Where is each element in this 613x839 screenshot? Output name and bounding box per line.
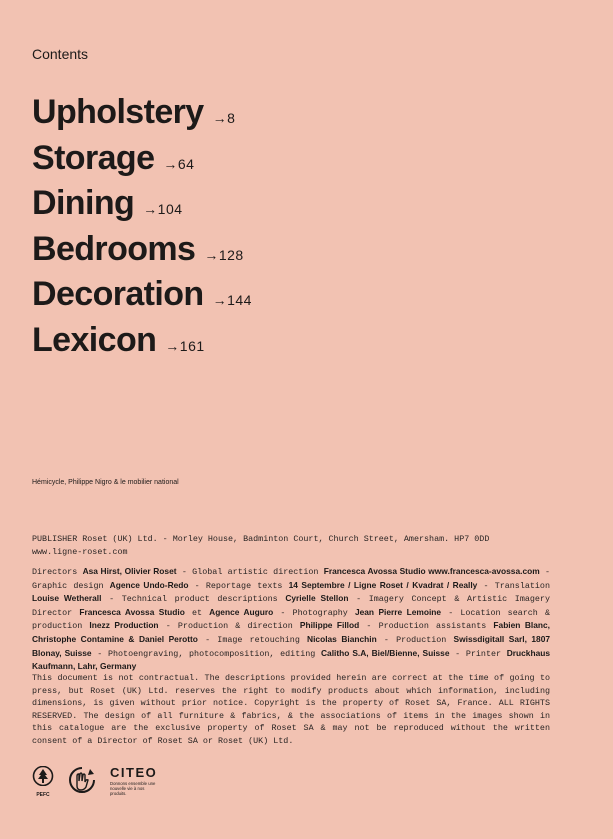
credit-name: Druckhaus Kaufmann, Lahr, Germany [32, 647, 551, 672]
citeo-logo [110, 766, 160, 796]
credit-role: - Photography [273, 607, 348, 618]
credit-role: - Technical product descriptions [101, 594, 278, 605]
credit-role: - Production [376, 634, 447, 645]
credit-name: Asa Hirst, Olivier Roset [82, 566, 177, 576]
credit-name: 14 Septembre / Ligne Roset / Kvadrat / Really [288, 579, 478, 590]
credit-name: Agence Auguro [209, 606, 274, 617]
toc-entry-upholstery[interactable] [32, 90, 252, 136]
credit-role: - Global artistic direction [176, 567, 319, 577]
credit-name: Inezz Production [89, 620, 159, 631]
credit-name: Cyrielle Stellon [285, 593, 349, 604]
credit-name: Fabien Blanc, Christophe Contamine & Daniel Perotto [32, 620, 551, 644]
legal-disclaimer: This document is not contractual. The descriptions provided herein are correct at the time of going to press, but Roset (UK) Ltd. reserves the right to modify products about which information, including dimensions, is given without prior notice. Copyright is the property of Roset SA, France. ALL RIGHTS RESERVED. The design of all furniture & fabrics, & the associations of items in the images shown in this catalogue are the exclusive property of Roset SA & may not be reproduced without the written consent of a Director of Roset SA or Roset (UK) Ltd. [32, 673, 550, 746]
toc-title: Dining [32, 184, 135, 222]
credit-role: - Location search & production [32, 607, 550, 632]
credits-block [32, 565, 550, 674]
credit-role: Directors [32, 567, 78, 577]
credit-name: Nicolas Bianchin [307, 633, 377, 644]
credit-name: Louise Wetherall [32, 593, 102, 604]
credit-role: - Reportage texts [188, 580, 283, 591]
toc-page-number: →64 [163, 155, 195, 172]
toc-title: Bedrooms [32, 229, 196, 268]
credit-role: - Graphic design [32, 567, 551, 591]
toc-page-number: →161 [165, 337, 205, 354]
toc-page-number: →128 [204, 246, 244, 263]
pefc-tree-icon [32, 766, 54, 791]
toc-entry-storage[interactable] [32, 136, 252, 182]
recycling-logo [68, 766, 96, 799]
publisher-website[interactable]: www.ligne-roset.com [32, 546, 128, 557]
table-of-contents [32, 90, 252, 363]
logo-row [32, 766, 160, 799]
toc-page-number: →8 [212, 110, 236, 126]
credit-role: - Translation [477, 580, 550, 591]
credit-role: - Production assistants [359, 621, 487, 632]
credit-role: et [184, 607, 203, 618]
credit-role: - Printer [449, 648, 502, 659]
toc-entry-bedrooms[interactable] [32, 227, 252, 273]
citeo-tagline: Donnons ensemble une nouvelle vie à nos produits. [110, 781, 156, 796]
toc-title: Upholstery [32, 93, 204, 131]
credit-name: Jean Pierre Lemoine [354, 606, 442, 617]
credit-name: Swissdigitall Sarl, 1807 Blonay, Suisse [32, 633, 551, 658]
toc-title: Decoration [32, 275, 204, 313]
toc-page-number: →144 [212, 292, 252, 308]
credit-name: Philippe Fillod [299, 620, 360, 631]
pefc-label: PEFC [36, 792, 50, 798]
credit-name: Agence Undo-Redo [109, 579, 189, 590]
toc-entry-dining[interactable] [32, 181, 252, 227]
toc-page-number: →104 [143, 201, 183, 217]
publisher-address: PUBLISHER Roset (UK) Ltd. - Morley House, Badminton Court, Church Street, Amersham. HP7 0DD [32, 534, 490, 544]
citeo-logo-icon: CITEO [110, 765, 158, 780]
credit-role: - Production & direction [158, 621, 293, 632]
toc-entry-lexicon[interactable] [32, 318, 252, 364]
recycling-hand-icon [68, 766, 96, 799]
credit-name: Francesca Avossa Studio www.francesca-avossa.com [323, 566, 540, 576]
page-title: Contents [32, 46, 89, 62]
credit-role: - Image retouching [197, 634, 300, 645]
toc-title: Lexicon [32, 320, 157, 359]
publisher-info [32, 533, 552, 558]
photo-caption: Hémicycle, Philippe Nigro & le mobilier national [32, 479, 179, 486]
pefc-logo [32, 766, 54, 798]
credit-role: - Imagery Concept & Artistic Imagery Director [32, 594, 550, 618]
credit-name: Francesca Avossa Studio [79, 606, 185, 617]
credit-role: - Photoengraving, photocomposition, editing [91, 648, 316, 659]
toc-title: Storage [32, 138, 155, 177]
credit-name: Calitho S.A, Biel/Bienne, Suisse [320, 647, 450, 658]
toc-entry-decoration[interactable] [32, 272, 252, 318]
